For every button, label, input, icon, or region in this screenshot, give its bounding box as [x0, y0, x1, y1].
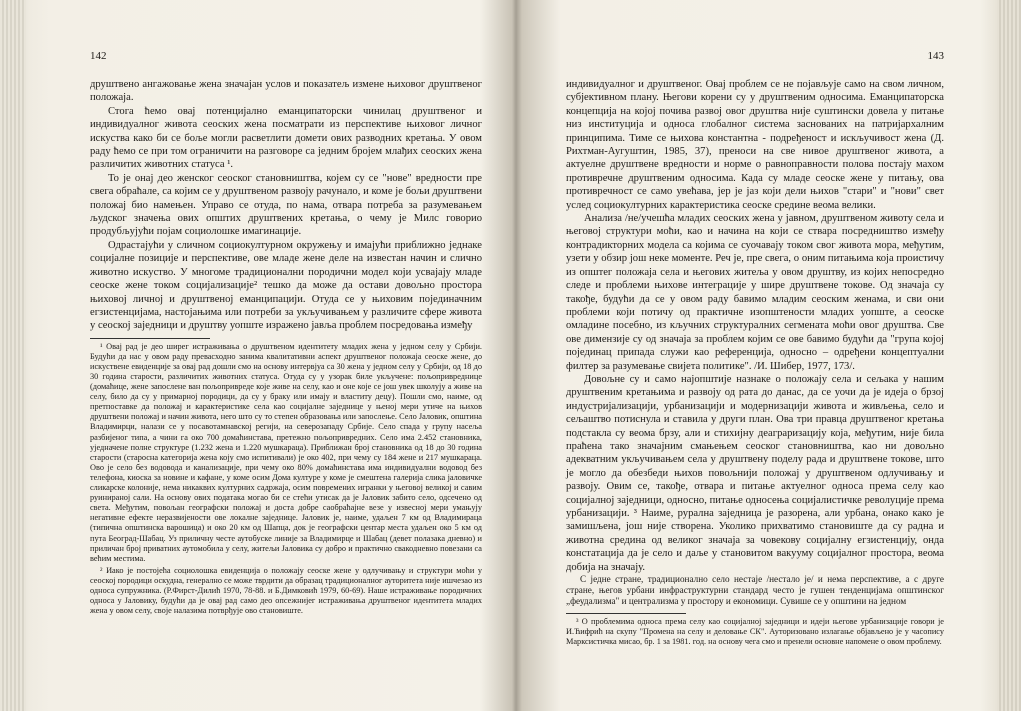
footnotes-right	[566, 617, 944, 647]
page-edges-left	[0, 0, 26, 711]
page-edges-right	[997, 0, 1021, 711]
paragraph: Довољне су и само најопштије назнаке о положају села и сељака у нашим друштвеним кретањима и развоју од рата до данас, да се уочи да је идеја о брзој индустријализацији, урбанизацији и модернизацији живота и живљења, село и сељаштво потиснула и ставила у други план. Ова три правца друштвеног кретања подстакла су веома брзу, али и стихијну деаграризацију која, међутим, није била праћена тако значајним смањењем сеоског становништва, као ни довољно адекватним укључивањем села у друштвену поделу рада и друштвене токове, што је могло да обезбеди њихов повољнији положај у друштвеном одлучивању и развоју. Овим се, такође, отвара и питање актуелног односа према селу као социјалној заједници, односно, питање односења социјалистичке револуције према урбанизацији. ³ Наиме, рурална заједница је разорена, али урбана, онако како је замишљена, још није створена. Уколико прихватимо становиште да су радна и животна средина од великог значаја за човекову социјалну егзистенцију, онда констатација да је село и даље у становитом вакууму социјалног простора, веома добија на значају.	[566, 373, 944, 573]
footnotes-left	[90, 342, 482, 617]
paragraph: Стога ћемо овај потенцијално еманципаторски чинилац друштвеног и индивидуалног живота сеоских жена посматрати из перспективе њиховог личног искуства како би се боље могли расветлити домети ових разводних кретања. У овом раду ћемо се при том ограничити на разговоре са једним бројем млађих сеоских жена различитих животних статуса ¹.	[90, 105, 482, 171]
right-page	[566, 0, 950, 711]
paragraph: друштвено ангажовање жена значајан услов и показатељ измене њиховог друштвеног положаја.	[90, 79, 482, 104]
small-print-block	[566, 574, 944, 608]
footnote-divider	[566, 613, 686, 614]
right-page-body	[566, 78, 944, 649]
footnote: ² Иако је постојећа социолошка евиденција о положају сеоске жене у одлучивању и структури моћи у сеоској породици оскудна, генерално се може тврдити да образац традиционалног ауторитета није ишчезао из односа супружника. (Р.Фирст-Дилић 1970, 78-88. и Б.Димковић 1979, 60-69). Наше истраживање породичних односа у Јаловику, будући да је овај рад само део опсежнијег истраживања друштвеног идентитета младих жена у овом селу, своје налазима потврђује ово становиште.	[90, 565, 482, 616]
paragraph: Одрастајући у сличном социокултурном окружењу и имајући приближно једнаке социјалне позиције и перспективе, ове младе жене деле на известан начин и слично животно искуство. У многоме традиционални породични модел који усвајају младе сеоске жене током социјализације² тешко да може да остави довољно простора њиховој личној и друштвеној еманципацији. Отуда се у њиховим појединачним егзистенцијама, настојањима или потреби за укључивањем у различите сфере живота у сеоској заједници и друштву уопште изражено јавља проблем посредовања између	[90, 239, 482, 332]
page-number-left: 142	[90, 50, 107, 62]
page-number-right: 143	[927, 50, 944, 62]
paragraph: То је онај део женског сеоског становништва, којем су се "нове" вредности пре свега обраћале, са којим се у друштвеном развоју рачунало, и коме је бољи друштвени положај био намењен. Управо се отуда, по нама, отвара потреба за разумевањем људског значења ових општих друштвених кретања, о чему је Милс говорио продубљујући појам социолошке имагинације.	[90, 172, 482, 238]
footnote-divider	[90, 338, 210, 339]
paragraph: С једне стране, традиционално село нестаје /нестало је/ и нема перспективе, а с друге стране, његов урбани инфраструктурни стандард често је гушен тенденцијама општинског „феудализма" и централизма у простору и економици. Сувише се у општини на једном	[566, 574, 944, 607]
left-page	[78, 0, 482, 711]
left-page-body	[90, 78, 482, 618]
footnote: ¹ Овај рад је део ширег истраживања о друштвеном идентитету младих жена у једном селу у Србији. Будући да нас у овом раду превасходно занима квалитативни аспект друштвеног положаја сеоске жене, до искуствене евиденције за овај рад дошли смо на основу интервјуа са 30 жена у једном селу у Србији, од 18 до 30 година старости, различитих животних статуса. Отуда су у узорак биле укључене: пољопривреднице (домаћице, жене запослене ван пољопривреде које живе на селу, као и оне које се још увек школују а живе на селу, било да су у примарној породици, да су у браку или имају и властиту децу). Пошли смо, наиме, од претпоставке да положај и карактеристике села као социјалне заједнице у њеној мери утиче на њихов друштвени положај и начин живота, него што су то степен образовања или запослење. Село Јаловик, општина Владимирци, налази се у посавотамнавској регији, на северозападу Србије. Село спада у групу насеља разбијеног типа, а чини га око 700 домаћинстава, претежно пољопривредних. Село има 2.452 становника, уједначене полне структуре (1.232 жена и 1.220 мушкараца). Приближан број становника од 18 до 30 година старости (старосна категорија жена коју смо испитивали) је око 402, при чему су 184 жене и 217 мушкараца. Ово је село без водовода и канализације, при чему око 80% домаћинстава има индивидуални водовод без телефона, киоска за новине и кафане, у коме осим Дома културе у коме је смештена галерија слика јаловичке сликарске колоније, нема никаквих културних садржаја, осим повремених игранки у његовој великој и савим руинираној сали. На основу ових података могао би се стећи утисак да је Јаловик забито село, одсечено од света. Међутим, повољан географски положај и доста добре саобраћајне везе у извесној мери умањују негативне ефекте неразвијености ове локалне заједнице. Јаловик је, наиме, удаљен 7 км од Владимираца (типична општинска варошица) и око 20 км од Шапца, док је географски центар места удаљен око 5 км од пута Београд-Шабац. Уз приличну честе аутобуске линије за Владимирце и Шабац (девет полазака дневно) и приличан број приватних аутомобила у селу, житељи Јаловика су добро и практично свакодневно повезани са већим местима.	[90, 341, 482, 563]
footnote: ³ О проблемима односа према селу као социјалној заједници и идеји његовe урбанизације говори је И.Ћифрић на скупу "Промена на селу и деловање СК". Ауторизовано излагање објављено је у часопису Марксистичка мисао, бр. 1 за 1981. год. на основу чега смо и пренели основне напомене о овом проблему.	[566, 616, 944, 646]
paragraph: индивидуалног и друштвеног. Овај проблем се не појављује само на свом личном, субјективном плану. Његови корени су у друштвеним односима. Еманципаторска концепција на којој почива развој овог друштва није суштински довела у питање низ институција и односа глобалног система заснованих на патријархалним принципима. Тиме се њихова константна - подређеност и искључивост жена (Д. Рихтман-Аугуштин, 1985, 37), преноси на све нивое друштвеног живота, а актуелне друштвене вредности и норме о равноправности полова постају махом противречне друштвеним односима. Када су младе сеоске жене у питању, ова противречност се само увећава, јер је јаз који дели њихов "стари" и "нови" свет услед социокултурних карактеристика сеоске средине веома велики.	[566, 79, 944, 211]
paragraph: Анализа /не/учешћа младих сеоских жена у јавном, друштвеном животу села и његовој структури моћи, као и начина на који се ствара посредништво између контрадикторних модела са којима се суочавају током свог живота мора, међутим, узети у обзир још неке моменте. Реч је, пре свега, о оним питањима која проистичу из општег положаја села и његових житеља у овом друштву, из којих непосредно следе и проблеми њихове интеграције у шире друштвене токове. Од значаја су такође, будући да се у овом раду бавимо младим сеоским женама, и сви они проблеми који потичу од практичне изопштености младих уопште, а сеоске омладине посебно, из кључних структуралних сегмената моћи овог друштва. Све ове димензије су од значаја за проблем којим се ове бавимо будући да "група којој појединац припада служи као референција, односно – одређени концептуални филтер за разумевање свијета политике". /И. Шибер, 1977, 173/.	[566, 213, 944, 372]
